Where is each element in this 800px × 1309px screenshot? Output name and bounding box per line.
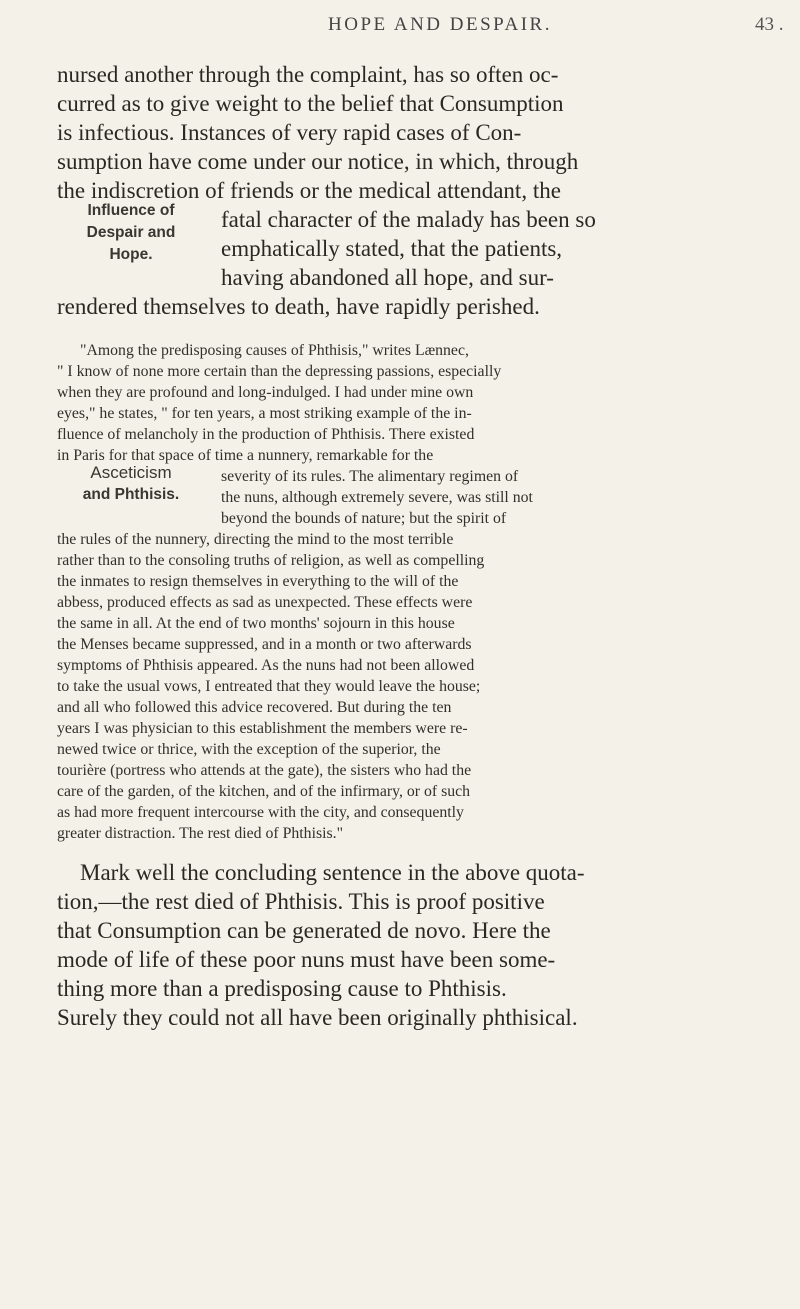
quote-line: rather than to the consoling truths of religion, as well as compelling — [57, 552, 485, 569]
quote-line: the nuns, although extremely severe, was still not — [221, 489, 533, 506]
quote-line: when they are profound and long-indulged. I had under mine own — [57, 384, 474, 401]
text-line: is infectious. Instances of very rapid cases of Con- — [57, 120, 522, 145]
quote-line: newed twice or thrice, with the exception of the superior, the — [57, 741, 441, 758]
running-title: HOPE AND DESPAIR. — [328, 14, 552, 35]
quote-line: "Among the predisposing causes of Phthisis," writes Lænnec, — [80, 342, 469, 359]
running-head — [0, 14, 800, 44]
text-line: rendered themselves to death, have rapidly perished. — [57, 294, 540, 319]
quote-line: the same in all. At the end of two months' sojourn in this house — [57, 615, 455, 632]
text-line: nursed another through the complaint, has so often oc- — [57, 62, 559, 87]
quote-line: tourière (portress who attends at the gate), the sisters who had the — [57, 762, 472, 779]
text-line: sumption have come under our notice, in which, through — [57, 149, 579, 174]
text-line: curred as to give weight to the belief that Consumption — [57, 91, 564, 116]
page-number: 43 . — [755, 14, 784, 35]
quote-line: the Menses became suppressed, and in a month or two afterwards — [57, 636, 472, 653]
text-line: fatal character of the malady has been so — [221, 207, 596, 232]
quote-line: years I was physician to this establishment the members were re- — [57, 720, 468, 737]
quote-line: symptoms of Phthisis appeared. As the nuns had not been allowed — [57, 657, 475, 674]
quote-line: severity of its rules. The alimentary regimen of — [221, 468, 519, 485]
text-line: the indiscretion of friends or the medical attendant, the — [57, 178, 561, 203]
quote-line: fluence of melancholy in the production of Phthisis. There existed — [57, 426, 475, 443]
quote-line: the inmates to resign themselves in everything to the will of the — [57, 573, 459, 590]
text-line: thing more than a predisposing cause to Phthisis. — [57, 976, 507, 1001]
quote-line: beyond the bounds of nature; but the spirit of — [221, 510, 507, 527]
quote-line: " I know of none more certain than the depressing passions, especially — [57, 363, 502, 380]
quote-line: in Paris for that space of time a nunnery, remarkable for the — [57, 447, 434, 464]
sidenote-line: Asceticism — [90, 463, 172, 482]
text-line: that Consumption can be generated de novo. Here the — [57, 918, 551, 943]
text-line: Mark well the concluding sentence in the above quota- — [80, 860, 585, 885]
sidenote-asceticism — [56, 462, 206, 506]
quote-line: and all who followed this advice recovered. But during the ten — [57, 699, 452, 716]
text-line: tion,—the rest died of Phthisis. This is proof positive — [57, 889, 545, 914]
text-line: emphatically stated, that the patients, — [221, 236, 563, 261]
quote-line: abbess, produced effects as sad as unexpected. These effects were — [57, 594, 473, 611]
sidenote-line: Influence of — [87, 202, 175, 219]
quote-line: as had more frequent intercourse with the city, and consequently — [57, 804, 464, 821]
sidenote-line: and Phthisis. — [82, 486, 180, 503]
quote-line: the rules of the nunnery, directing the mind to the most terrible — [57, 531, 454, 548]
sidenote-influence — [56, 200, 206, 266]
quote-line: greater distraction. The rest died of Phthisis." — [57, 825, 344, 842]
quote-line: eyes," he states, " for ten years, a most striking example of the in- — [57, 405, 472, 422]
text-line: having abandoned all hope, and sur- — [221, 265, 554, 290]
text-line: mode of life of these poor nuns must have been some- — [57, 947, 556, 972]
text-line: Surely they could not all have been originally phthisical. — [57, 1005, 578, 1030]
quote-line: to take the usual vows, I entreated that they would leave the house; — [57, 678, 481, 695]
sidenote-line: Despair and — [86, 224, 176, 241]
sidenote-line: Hope. — [109, 246, 153, 263]
quote-line: care of the garden, of the kitchen, and of the infirmary, or of such — [57, 783, 471, 800]
